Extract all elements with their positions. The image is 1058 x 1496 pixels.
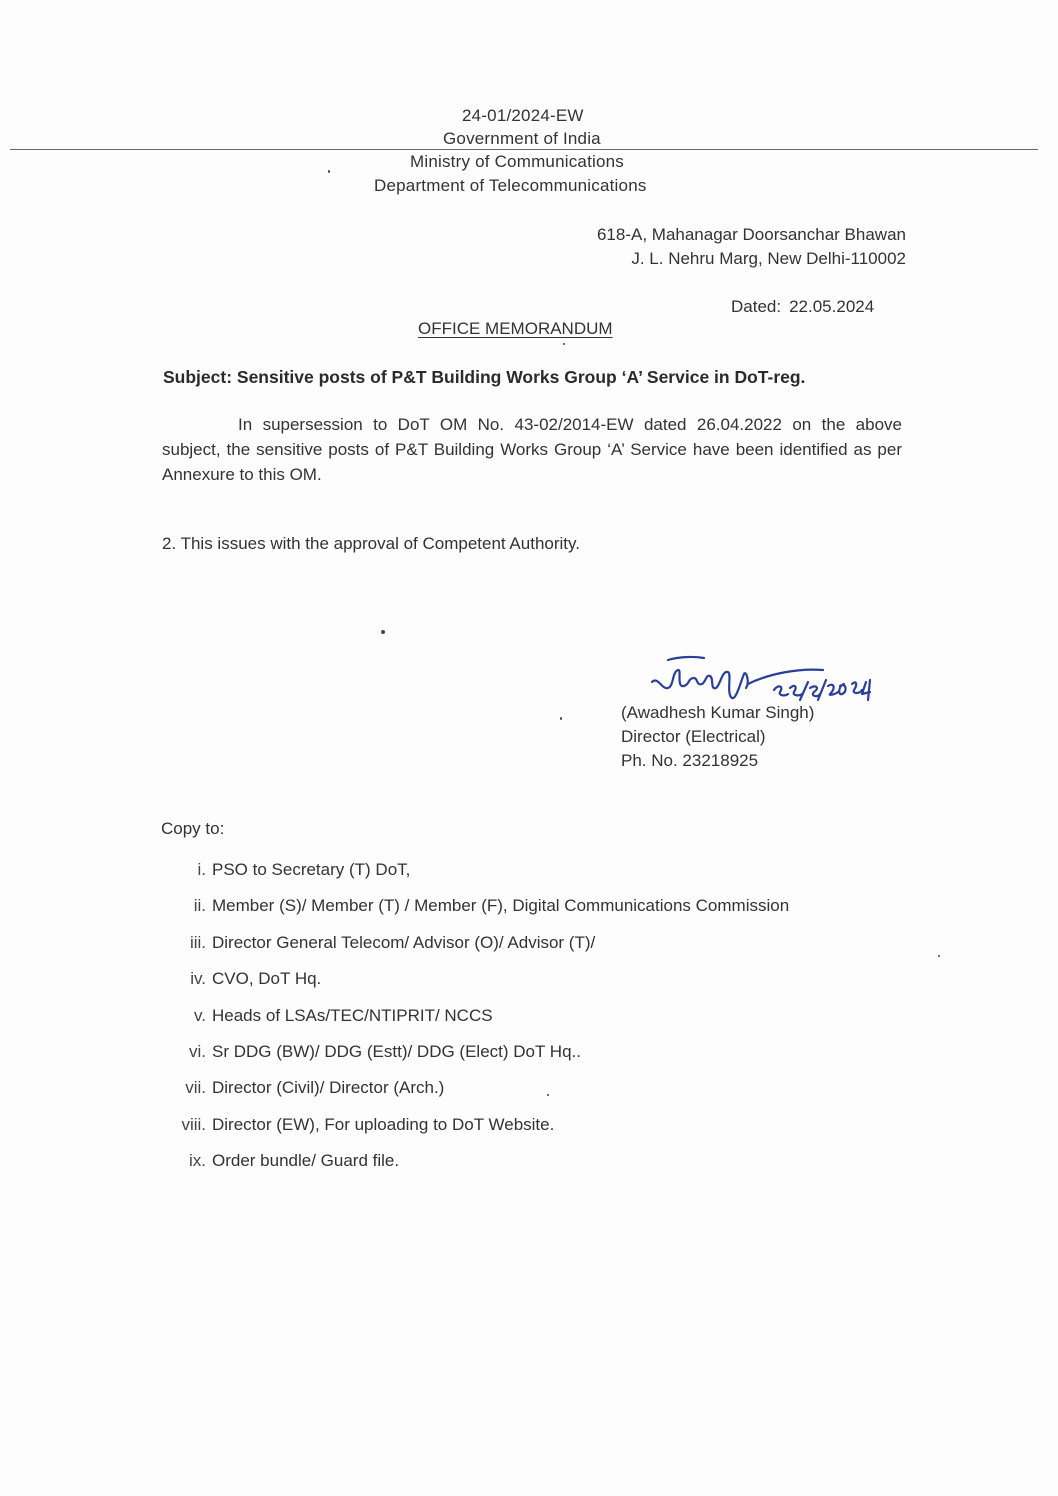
signatory-designation: Director (Electrical) bbox=[621, 727, 766, 746]
list-item bbox=[150, 1115, 789, 1151]
list-item-number: v. bbox=[194, 1005, 206, 1025]
list-item-number: iii. bbox=[189, 932, 206, 952]
list-item-number: vi. bbox=[189, 1041, 206, 1061]
copy-to-list bbox=[150, 860, 789, 1188]
list-item-text: Heads of LSAs/TEC/NTIPRIT/ NCCS bbox=[212, 1005, 493, 1025]
list-item-number: i. bbox=[197, 860, 206, 879]
date-value: 22.05.2024 bbox=[789, 297, 875, 316]
address-line-1: 618-A, Mahanagar Doorsanchar Bhawan bbox=[596, 225, 906, 244]
list-item-number: iv. bbox=[190, 969, 206, 989]
body-paragraph-1: In supersession to DoT OM No. 43-02/2014-EW dated 26.04.2022 on the above subject, the sensitive posts of P&T Building Works Group ‘A’ Service have been identified as per Annexure to this OM. bbox=[162, 415, 902, 484]
list-item bbox=[150, 969, 789, 1005]
ministry-line: Ministry of Communications bbox=[410, 152, 624, 171]
list-item bbox=[150, 860, 789, 896]
body-paragraph-2: 2. This issues with the approval of Competent Authority. bbox=[162, 534, 580, 553]
scan-speck bbox=[938, 955, 940, 957]
signatory-phone: Ph. No. 23218925 bbox=[621, 751, 759, 770]
address-line-2: J. L. Nehru Marg, New Delhi-110002 bbox=[631, 249, 906, 268]
list-item-text: Member (S)/ Member (T) / Member (F), Digital Communications Commission bbox=[212, 896, 790, 916]
govt-line: Government of India bbox=[443, 129, 601, 148]
date-line bbox=[731, 297, 874, 317]
scan-speck bbox=[547, 1094, 549, 1096]
list-item-text: Director (Civil)/ Director (Arch.) bbox=[212, 1078, 445, 1098]
handwritten-signature bbox=[648, 654, 898, 706]
list-item bbox=[150, 896, 789, 932]
list-item bbox=[150, 933, 789, 969]
memo-title: OFFICE MEMORANDUM bbox=[418, 319, 613, 338]
subject-line: Subject: Sensitive posts of P&T Building Works Group ‘A’ Service in DoT-reg. bbox=[163, 367, 806, 387]
signatory-block bbox=[621, 701, 814, 773]
department-line: Department of Telecommunications bbox=[374, 176, 647, 195]
list-item bbox=[150, 1042, 789, 1078]
scan-speck bbox=[381, 630, 385, 634]
list-item-text: Director (EW), For uploading to DoT Website. bbox=[212, 1114, 555, 1134]
signatory-name: (Awadhesh Kumar Singh) bbox=[621, 703, 815, 722]
list-item-text: CVO, DoT Hq. bbox=[212, 969, 322, 989]
list-item-number: ii. bbox=[193, 896, 206, 916]
header-divider bbox=[10, 149, 1038, 150]
scan-speck bbox=[328, 170, 330, 173]
file-number: 24-01/2024-EW bbox=[462, 106, 584, 125]
list-item bbox=[150, 1006, 789, 1042]
list-item-number: viii. bbox=[181, 1114, 206, 1134]
scan-speck bbox=[560, 717, 562, 720]
list-item-number: ix. bbox=[189, 1151, 206, 1171]
list-item-text: Order bundle/ Guard file. bbox=[212, 1151, 400, 1171]
list-item bbox=[150, 1151, 789, 1187]
list-item-text: Sr DDG (BW)/ DDG (Estt)/ DDG (Elect) DoT Hq.. bbox=[212, 1041, 581, 1061]
copy-to-label: Copy to: bbox=[161, 819, 225, 838]
list-item-text: PSO to Secretary (T) DoT, bbox=[212, 860, 411, 879]
list-item bbox=[150, 1078, 789, 1114]
list-item-number: vii. bbox=[185, 1078, 206, 1098]
scan-speck bbox=[563, 343, 565, 345]
list-item-text: Director General Telecom/ Advisor (O)/ Advisor (T)/ bbox=[212, 932, 596, 952]
date-label: Dated: bbox=[731, 297, 782, 316]
